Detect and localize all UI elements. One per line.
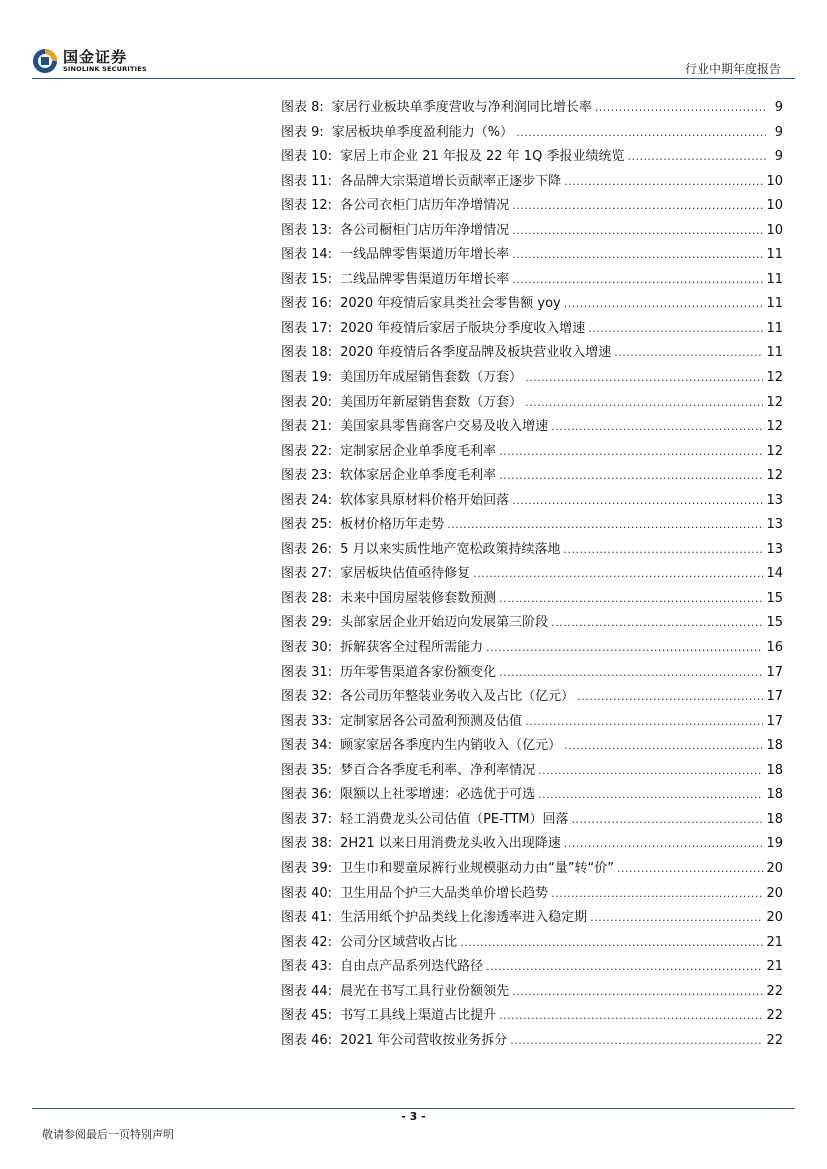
figure-list-entry[interactable] — [281, 513, 783, 538]
figure-label: 图表 26: — [281, 541, 333, 557]
figure-list-entry[interactable] — [281, 808, 783, 833]
figure-list-entry[interactable] — [281, 587, 783, 612]
figure-label: 图表 32: — [281, 689, 333, 705]
figure-label: 图表 20: — [281, 394, 333, 410]
dot-leader — [512, 243, 763, 267]
figure-page-number: 20 — [766, 885, 783, 901]
figure-label: 图表 17: — [281, 320, 333, 336]
figure-page-number: 14 — [766, 566, 783, 582]
figure-list-entry[interactable] — [281, 1004, 783, 1029]
figure-page-number: 11 — [766, 271, 783, 287]
figure-page-number: 22 — [766, 983, 783, 999]
figure-label: 图表 39: — [281, 860, 333, 876]
figure-title: 拆解获客全过程所需能力 — [340, 640, 484, 656]
page-header — [32, 40, 795, 80]
figure-title: 限额以上社零增速：必选优于可选 — [340, 787, 536, 803]
dot-leader — [525, 391, 763, 415]
figure-title: 5 月以来实质性地产宽松政策持续落地 — [340, 541, 561, 557]
figure-title: 软体家居企业单季度毛利率 — [340, 468, 497, 484]
figure-page-number: 22 — [766, 1032, 783, 1048]
dot-leader — [617, 857, 763, 881]
company-logo — [32, 48, 147, 74]
dot-leader — [499, 440, 763, 464]
footer-disclaimer: 敬请参阅最后一页特别声明 — [42, 1128, 174, 1141]
figure-label: 图表 30: — [281, 640, 333, 656]
figure-title: 各公司橱柜门店历年净增情况 — [340, 222, 510, 238]
dot-leader — [551, 882, 763, 906]
figure-title: 生活用纸个护品类线上化渗透率进入稳定期 — [340, 910, 588, 926]
figure-list-entry[interactable] — [281, 194, 783, 219]
figure-title: 书写工具线上渠道占比提升 — [340, 1008, 497, 1024]
figure-page-number: 12 — [766, 419, 783, 435]
figure-list-entry[interactable] — [281, 857, 783, 882]
figure-list-entry[interactable] — [281, 734, 783, 759]
dot-leader — [595, 96, 766, 120]
figure-page-number: 18 — [766, 787, 783, 803]
figure-page-number: 18 — [766, 762, 783, 778]
figure-title: 家居板块单季度盈利能力（%） — [331, 124, 514, 140]
dot-leader — [590, 906, 763, 930]
dot-leader — [577, 685, 763, 709]
figure-label: 图表 42: — [281, 934, 333, 950]
figure-label: 图表 21: — [281, 419, 333, 435]
figure-page-number: 13 — [766, 517, 783, 533]
figure-page-number: 17 — [766, 664, 783, 680]
figure-list-entry[interactable] — [281, 96, 783, 121]
dot-leader — [564, 832, 764, 856]
figure-page-number: 12 — [766, 394, 783, 410]
figure-title: 历年零售渠道各家份额变化 — [340, 664, 497, 680]
header-divider — [32, 78, 795, 79]
dot-leader — [564, 292, 764, 316]
figure-list-entry[interactable] — [281, 980, 783, 1005]
figure-list-entry[interactable] — [281, 1029, 783, 1054]
figure-page-number: 18 — [766, 738, 783, 754]
figure-label: 图表 16: — [281, 296, 333, 312]
figure-page-number: 17 — [766, 689, 783, 705]
dot-leader — [512, 194, 763, 218]
figure-title: 家居板块估值亟待修复 — [340, 566, 471, 582]
sinolink-logo-icon — [32, 48, 58, 74]
figure-label: 图表 33: — [281, 713, 333, 729]
figure-title: 未来中国房屋装修套数预测 — [340, 590, 497, 606]
figure-list-entry[interactable] — [281, 955, 783, 980]
figure-list-entry[interactable] — [281, 538, 783, 563]
figure-title: 2020 年疫情后各季度品牌及板块营业收入增速 — [340, 345, 612, 361]
figure-title: 家居行业板块单季度营收与净利润同比增长率 — [331, 100, 592, 115]
dot-leader — [510, 1029, 763, 1053]
figure-label: 图表 11: — [281, 173, 333, 189]
figure-title: 2021 年公司营收按业务拆分 — [340, 1032, 508, 1048]
figure-label: 图表 23: — [281, 468, 333, 484]
figure-page-number: 11 — [766, 247, 783, 263]
figure-list-entry[interactable] — [281, 882, 783, 907]
dot-leader — [512, 268, 763, 292]
figure-page-number: 20 — [766, 910, 783, 926]
figure-list-entry[interactable] — [281, 611, 783, 636]
figure-title: 美国历年新屋销售套数（万套） — [340, 394, 523, 410]
figure-label: 图表 41: — [281, 910, 333, 926]
figure-label: 图表 34: — [281, 738, 333, 754]
dot-leader — [512, 489, 763, 513]
figure-page-number: 15 — [766, 615, 783, 631]
figure-title: 自由点产品系列迭代路径 — [340, 959, 484, 975]
figure-label: 图表 31: — [281, 664, 333, 680]
figure-page-number: 12 — [766, 468, 783, 484]
figure-list-entry[interactable] — [281, 464, 783, 489]
figure-page-number: 10 — [766, 222, 783, 238]
figure-title: 卫生巾和婴童尿裤行业规模驱动力由“量”转“价” — [340, 860, 615, 876]
figure-list-entry[interactable] — [281, 906, 783, 931]
dot-leader — [516, 121, 766, 145]
dot-leader — [525, 710, 763, 734]
figure-page-number: 10 — [766, 198, 783, 214]
figure-list-entry[interactable] — [281, 931, 783, 956]
figure-page-number: 9 — [774, 124, 783, 140]
dot-leader — [447, 513, 763, 537]
report-type: 行业中期年度报告 — [684, 62, 781, 76]
figure-list-entry[interactable] — [281, 219, 783, 244]
figure-list-entry[interactable] — [281, 317, 783, 342]
figure-list-entry[interactable] — [281, 391, 783, 416]
dot-leader — [538, 759, 763, 783]
figure-list-entry[interactable] — [281, 170, 783, 195]
figure-title: 一线品牌零售渠道历年增长率 — [340, 247, 510, 263]
figure-list-entry[interactable] — [281, 121, 783, 146]
figure-label: 图表 44: — [281, 983, 333, 999]
figure-list-entry[interactable] — [281, 292, 783, 317]
figure-label: 图表 36: — [281, 787, 333, 803]
dot-leader — [512, 980, 763, 1004]
figure-label: 图表 10: — [281, 149, 333, 165]
figure-title: 公司分区域营收占比 — [340, 934, 458, 950]
figure-list-entry[interactable] — [281, 440, 783, 465]
dot-leader — [627, 145, 766, 169]
figure-title: 顾家家居各季度内生内销收入（亿元） — [340, 738, 562, 754]
figure-page-number: 11 — [766, 345, 783, 361]
figure-page-number: 21 — [766, 959, 783, 975]
figure-page-number: 13 — [766, 492, 783, 508]
figure-label: 图表 13: — [281, 222, 333, 238]
figure-list — [281, 96, 783, 1053]
footer-divider — [32, 1108, 795, 1109]
figure-list-entry[interactable] — [281, 145, 783, 170]
figure-label: 图表 18: — [281, 345, 333, 361]
dot-leader — [588, 317, 763, 341]
figure-page-number: 12 — [766, 443, 783, 459]
figure-page-number: 13 — [766, 541, 783, 557]
figure-title: 各品牌大宗渠道增长贡献率正逐步下降 — [340, 173, 562, 189]
figure-label: 图表 12: — [281, 198, 333, 214]
figure-title: 梦百合各季度毛利率、净利率情况 — [340, 762, 536, 778]
figure-label: 图表 8: — [281, 100, 324, 115]
figure-label: 图表 37: — [281, 811, 333, 827]
figure-title: 2020 年疫情后家居子版块分季度收入增速 — [340, 320, 586, 336]
dot-leader — [499, 587, 763, 611]
figure-list-entry[interactable] — [281, 783, 783, 808]
figure-label: 图表 9: — [281, 124, 324, 140]
dot-leader — [512, 219, 763, 243]
figure-list-entry[interactable] — [281, 341, 783, 366]
figure-page-number: 9 — [774, 149, 783, 165]
figure-list-entry[interactable] — [281, 759, 783, 784]
figure-page-number: 21 — [766, 934, 783, 950]
figure-title: 卫生用品个护三大品类单价增长趋势 — [340, 885, 549, 901]
figure-list-entry[interactable] — [281, 636, 783, 661]
dot-leader — [564, 170, 763, 194]
figure-label: 图表 40: — [281, 885, 333, 901]
figure-title: 美国家具零售商客户交易及收入增速 — [340, 419, 549, 435]
figure-label: 图表 15: — [281, 271, 333, 287]
figure-label: 图表 14: — [281, 247, 333, 263]
figure-label: 图表 46: — [281, 1032, 333, 1048]
figure-page-number: 22 — [766, 1008, 783, 1024]
figure-page-number: 11 — [766, 296, 783, 312]
figure-label: 图表 24: — [281, 492, 333, 508]
dot-leader — [525, 366, 763, 390]
figure-label: 图表 29: — [281, 615, 333, 631]
figure-page-number: 18 — [766, 811, 783, 827]
figure-title: 2020 年疫情后家具类社会零售额 yoy — [340, 296, 561, 312]
figure-title: 晨光在书写工具行业份额领先 — [340, 983, 510, 999]
figure-list-entry[interactable] — [281, 832, 783, 857]
dot-leader — [499, 464, 763, 488]
figure-page-number: 12 — [766, 370, 783, 386]
figure-page-number: 19 — [766, 836, 783, 852]
dot-leader — [499, 661, 763, 685]
figure-label: 图表 28: — [281, 590, 333, 606]
figure-page-number: 11 — [766, 320, 783, 336]
figure-label: 图表 22: — [281, 443, 333, 459]
figure-label: 图表 25: — [281, 517, 333, 533]
dot-leader — [486, 636, 763, 660]
figure-list-entry[interactable] — [281, 366, 783, 391]
figure-list-entry[interactable] — [281, 685, 783, 710]
figure-label: 图表 35: — [281, 762, 333, 778]
figure-title: 头部家居企业开始迈向发展第三阶段 — [340, 615, 549, 631]
figure-page-number: 16 — [766, 640, 783, 656]
dot-leader — [486, 955, 763, 979]
figure-label: 图表 38: — [281, 836, 333, 852]
logo-chinese-name: 国金证券 — [63, 48, 128, 66]
dot-leader — [563, 538, 763, 562]
dot-leader — [551, 611, 763, 635]
dot-leader — [551, 415, 763, 439]
figure-label: 图表 27: — [281, 566, 333, 582]
dot-leader — [460, 931, 763, 955]
figure-page-number: 15 — [766, 590, 783, 606]
figure-label: 图表 19: — [281, 370, 333, 386]
figure-page-number: 9 — [774, 100, 783, 115]
figure-list-entry[interactable] — [281, 562, 783, 587]
dot-leader — [499, 1004, 763, 1028]
dot-leader — [473, 562, 763, 586]
dot-leader — [614, 341, 763, 365]
figure-title: 软体家具原材料价格开始回落 — [340, 492, 510, 508]
figure-label: 图表 45: — [281, 1008, 333, 1024]
figure-title: 板材价格历年走势 — [340, 517, 445, 533]
dot-leader — [538, 783, 763, 807]
figure-title: 定制家居企业单季度毛利率 — [340, 443, 497, 459]
figure-page-number: 10 — [766, 173, 783, 189]
figure-title: 家居上市企业 21 年报及 22 年 1Q 季报业绩统览 — [340, 149, 625, 165]
figure-list-entry[interactable] — [281, 415, 783, 440]
figure-page-number: 20 — [766, 860, 783, 876]
logo-english-name: SINOLINK SECURITIES — [63, 65, 147, 73]
dot-leader — [564, 734, 763, 758]
figure-title: 美国历年成屋销售套数（万套） — [340, 370, 523, 386]
figure-title: 各公司衣柜门店历年净增情况 — [340, 198, 510, 214]
figure-list-entry[interactable] — [281, 243, 783, 268]
page-number: - 3 - — [401, 1110, 426, 1123]
figure-page-number: 17 — [766, 713, 783, 729]
figure-list-entry[interactable] — [281, 268, 783, 293]
dot-leader — [571, 808, 763, 832]
figure-title: 二线品牌零售渠道历年增长率 — [340, 271, 510, 287]
figure-label: 图表 43: — [281, 959, 333, 975]
figure-list-entry[interactable] — [281, 710, 783, 735]
figure-list-entry[interactable] — [281, 661, 783, 686]
figure-list-entry[interactable] — [281, 489, 783, 514]
figure-title: 轻工消费龙头公司估值（PE-TTM）回落 — [340, 811, 569, 827]
figure-title: 各公司历年整装业务收入及占比（亿元） — [340, 689, 575, 705]
figure-title: 2H21 以来日用消费龙头收入出现降速 — [340, 836, 561, 852]
figure-title: 定制家居各公司盈利预测及估值 — [340, 713, 523, 729]
